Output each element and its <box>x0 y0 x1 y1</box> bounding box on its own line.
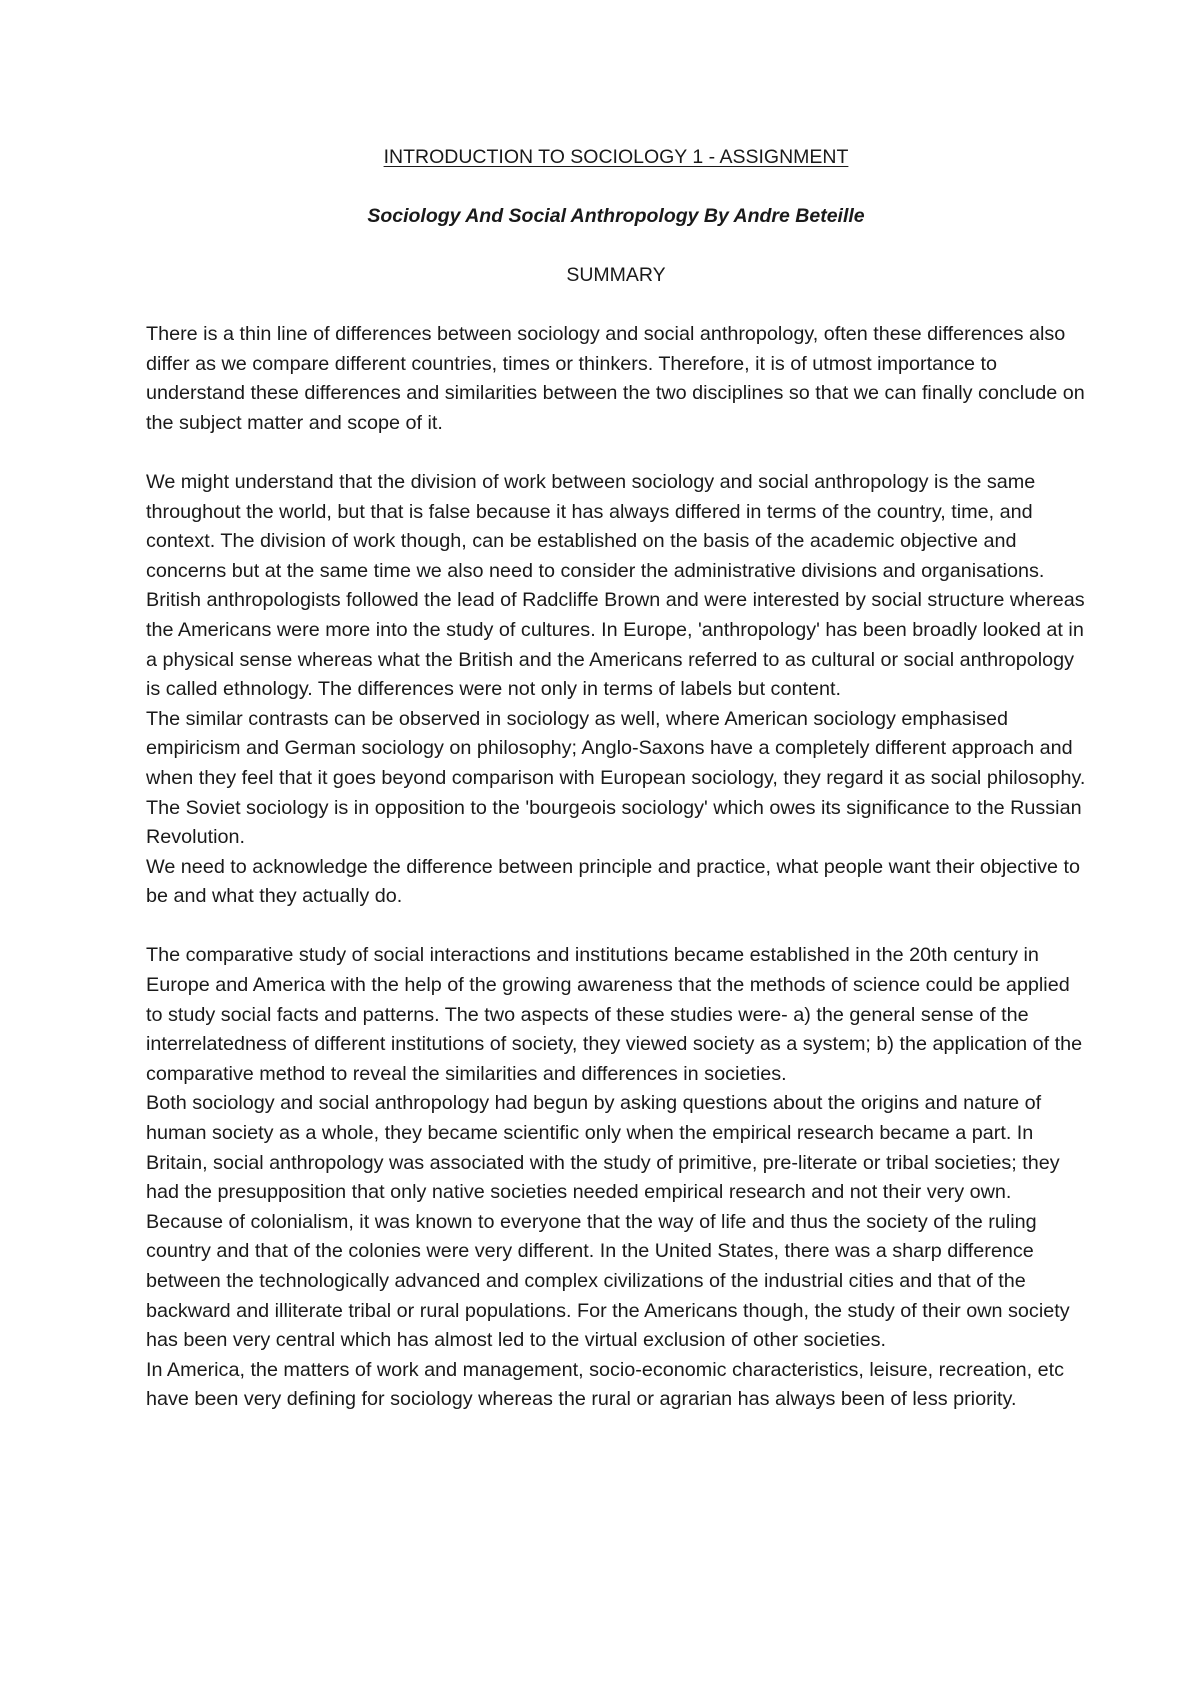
paragraph-gap <box>146 912 1086 942</box>
paragraph: We might understand that the division of work between sociology and social anthropology is the same throughout the world, but that is false because it has always differed in terms of the country, time, and context. The division of work though, can be established on the basis of the academic objective and concerns but at the same time we also need to consider the administrative divisions and organisations. <box>146 470 1045 582</box>
paragraph: British anthropologists followed the lead of Radcliffe Brown and were interested by social structure whereas the Americans were more into the study of cultures. In Europe, 'anthropology' has been broadly looked at in a physical sense whereas what the British and the Americans referred to as cultural or social anthropology is called ethnology. The differences were not only in terms of labels but content. <box>146 589 1085 701</box>
paragraph: We need to acknowledge the difference between principle and practice, what people want their objective to be and what they actually do. <box>146 855 1080 908</box>
section-heading-summary: SUMMARY <box>566 264 666 286</box>
document-body <box>146 143 1086 1415</box>
paragraph: The similar contrasts can be observed in sociology as well, where American sociology emphasised empiricism and German sociology on philosophy; Anglo-Saxons have a completely different approach and when they feel that it goes beyond comparison with European sociology, they regard it as social philosophy. The Soviet sociology is in opposition to the 'bourgeois sociology' which owes its significance to the Russian Revolution. <box>146 707 1086 849</box>
paragraph-gap <box>146 438 1086 468</box>
paragraph: In America, the matters of work and management, socio-economic characteristics, leisure, recreation, etc have been very defining for sociology whereas the rural or agrarian has always been of less priority. <box>146 1358 1065 1411</box>
paragraph: There is a thin line of differences between sociology and social anthropology, often these differences also differ as we compare different countries, times or thinkers. Therefore, it is of utmost importance to understand these differences and similarities between the two disciplines so that we can finally conclude on the subject matter and scope of it. <box>146 323 1085 434</box>
paragraph: The comparative study of social interactions and institutions became established in the 20th century in Europe and America with the help of the growing awareness that the methods of science could be applied to study social facts and patterns. The two aspects of these studies were- a) the general sense of the interrelatedness of different institutions of society, they viewed society as a system; b) the application of the comparative method to reveal the similarities and differences in societies. <box>146 944 1083 1085</box>
document-subtitle: Sociology And Social Anthropology By Andre Beteille <box>367 205 865 227</box>
document-title: INTRODUCTION TO SOCIOLOGY 1 - ASSIGNMENT <box>383 146 849 168</box>
paragraph: Both sociology and social anthropology had begun by asking questions about the origins and nature of human society as a whole, they became scientific only when the empirical research became a part. In Britain, social anthropology was associated with the study of primitive, pre-literate or tribal societies; they had the presupposition that only native societies needed empirical research and not their very own. Because of colonialism, it was known to everyone that the way of life and thus the society of the ruling country and that of the colonies were very different. In the United States, there was a sharp difference between the technologically advanced and complex civilizations of the industrial cities and that of the backward and illiterate tribal or rural populations. For the Americans though, the study of their own society has been very central which has almost led to the virtual exclusion of other societies. <box>146 1092 1070 1352</box>
